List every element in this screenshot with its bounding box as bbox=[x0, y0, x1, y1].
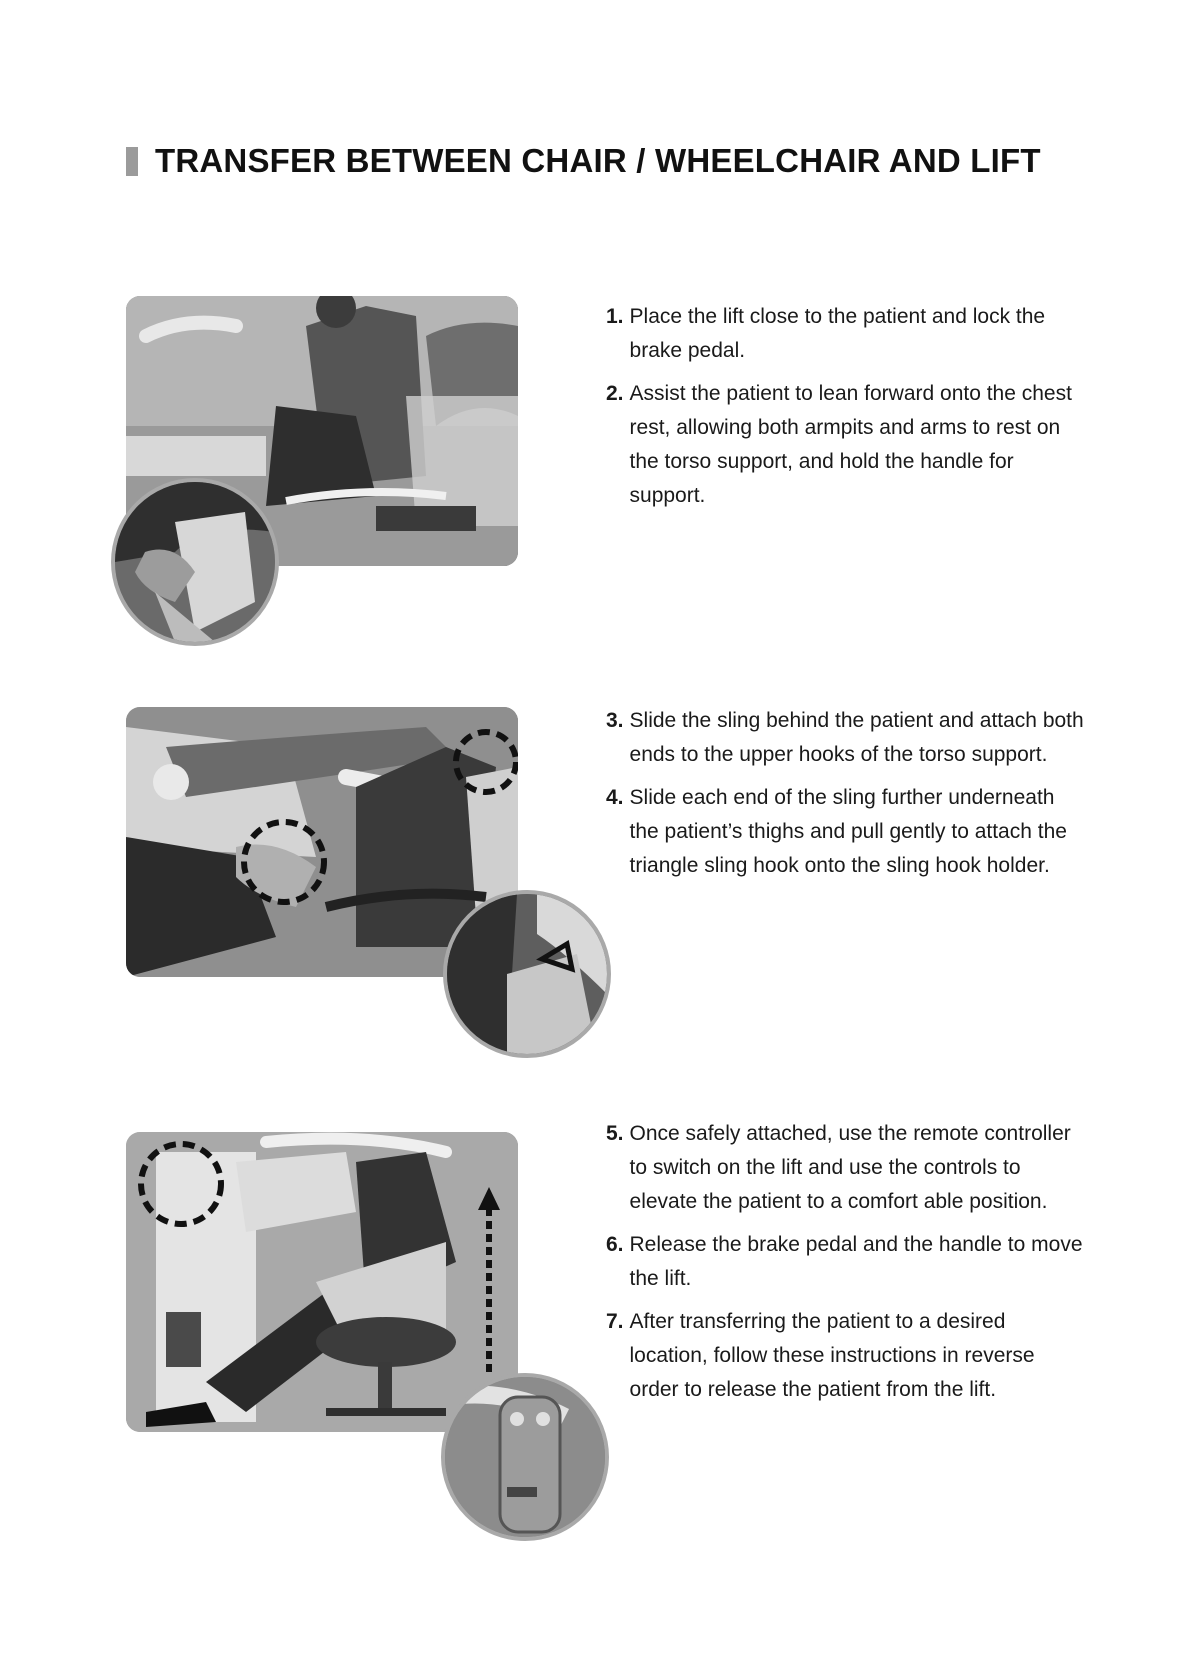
step-item bbox=[606, 1305, 1086, 1407]
inset-photo-remote-controller bbox=[441, 1373, 609, 1541]
step-number: 4. bbox=[606, 786, 624, 809]
page-title: TRANSFER BETWEEN CHAIR / WHEELCHAIR AND LIFT bbox=[155, 142, 1041, 179]
inset-photo-sling-placement bbox=[111, 478, 279, 646]
step-text: Once safely attached, use the remote controller to switch on the lift and use the controls to elevate the patient to a comfort able position. bbox=[629, 1122, 1071, 1213]
step-item bbox=[606, 1228, 1086, 1296]
photo-elevating-patient bbox=[126, 1132, 518, 1432]
steps-list-1 bbox=[606, 300, 1086, 522]
inset-photo-triangle-sling-hook bbox=[443, 890, 611, 1058]
step-item bbox=[606, 704, 1086, 772]
step-item bbox=[606, 300, 1086, 368]
step-item bbox=[606, 377, 1086, 513]
step-text: After transferring the patient to a desired location, follow these instructions in reverse order to release the patient from the lift. bbox=[629, 1310, 1035, 1401]
step-number: 1. bbox=[606, 305, 624, 328]
page-header bbox=[126, 142, 1041, 180]
step-number: 5. bbox=[606, 1122, 624, 1145]
step-text: Place the lift close to the patient and lock the brake pedal. bbox=[629, 305, 1046, 362]
steps-list-3 bbox=[606, 1117, 1086, 1416]
step-text: Slide each end of the sling further underneath the patient’s thighs and pull gently to attach the triangle sling hook onto the sling hook holder. bbox=[629, 786, 1067, 877]
step-number: 3. bbox=[606, 709, 624, 732]
step-number: 6. bbox=[606, 1233, 624, 1256]
title-accent-bar bbox=[126, 147, 138, 176]
steps-list-2 bbox=[606, 704, 1086, 892]
step-text: Release the brake pedal and the handle to move the lift. bbox=[629, 1233, 1083, 1290]
step-number: 2. bbox=[606, 382, 624, 405]
step-text: Assist the patient to lean forward onto the chest rest, allowing both armpits and arms to rest on the torso support, and hold the handle for support. bbox=[629, 382, 1072, 507]
step-item bbox=[606, 781, 1086, 883]
step-text: Slide the sling behind the patient and attach both ends to the upper hooks of the torso support. bbox=[629, 709, 1084, 766]
step-number: 7. bbox=[606, 1310, 624, 1333]
step-item bbox=[606, 1117, 1086, 1219]
